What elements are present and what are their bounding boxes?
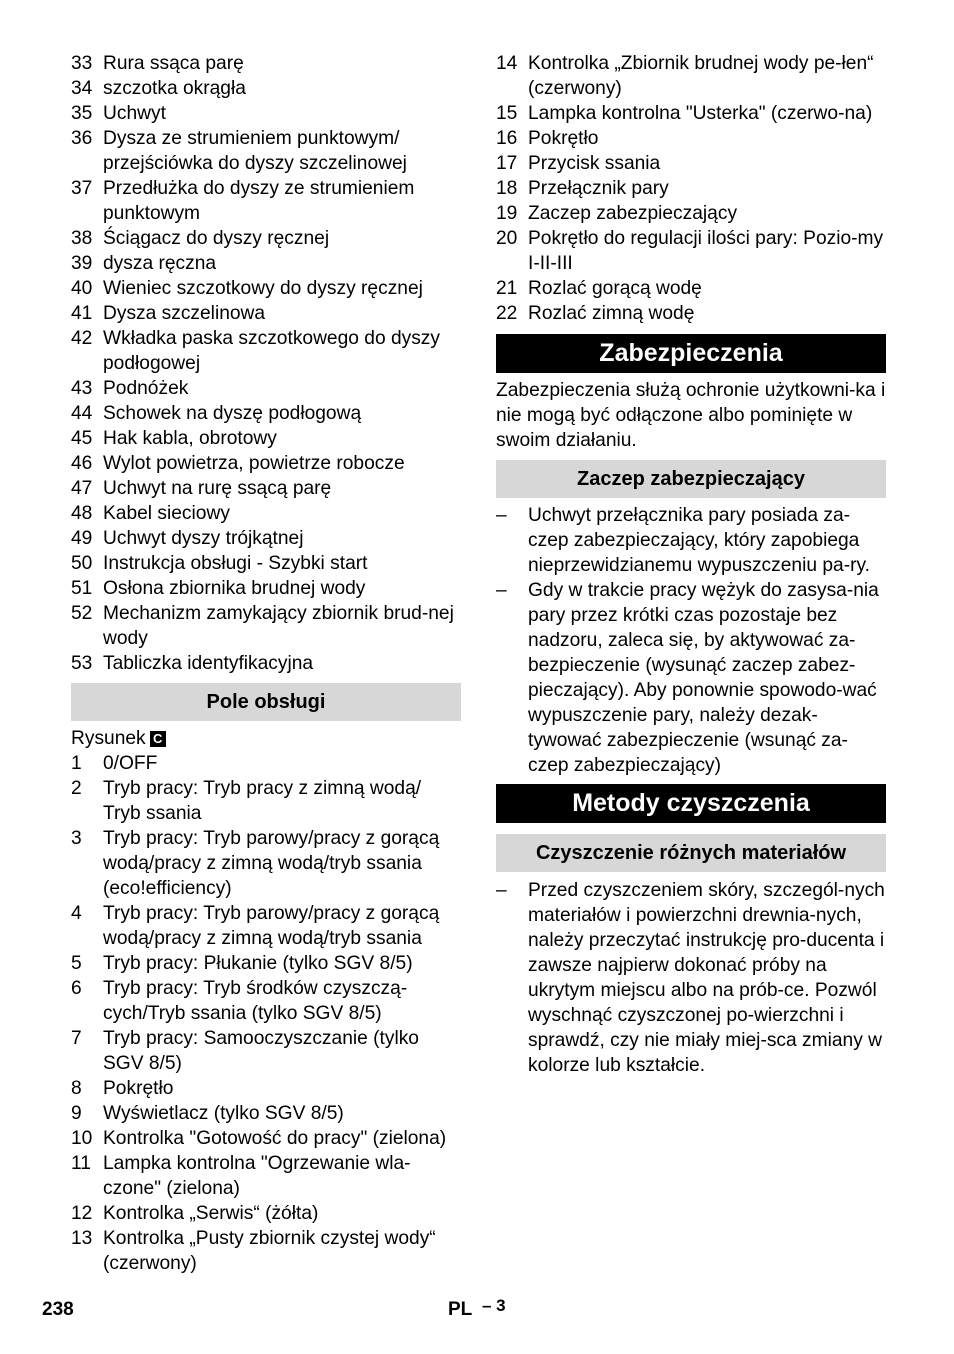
list-item bbox=[71, 776, 461, 826]
safety-bullet-list bbox=[496, 503, 886, 778]
item-text: Przełącznik pary bbox=[528, 178, 669, 199]
item-text: Instrukcja obsługi - Szybki start bbox=[103, 553, 368, 574]
item-text: Tryb pracy: Płukanie (tylko SGV 8/5) bbox=[103, 953, 413, 974]
subsection-heading-zaczep: Zaczep zabezpieczający bbox=[496, 460, 886, 498]
item-number: 13 bbox=[71, 1228, 93, 1249]
item-text: Pokrętło bbox=[103, 1078, 174, 1099]
item-text: Osłona zbiornika brudnej wody bbox=[103, 578, 366, 599]
item-text: Uchwyt dyszy trójkątnej bbox=[103, 528, 304, 549]
item-number: 48 bbox=[71, 503, 93, 524]
item-text: Ściągacz do dyszy ręcznej bbox=[103, 228, 330, 249]
item-text: Tryb pracy: Tryb pracy z zimną wodą/ Tryb ssania bbox=[103, 778, 422, 824]
list-item bbox=[71, 226, 461, 251]
item-text: Rozlać zimną wodę bbox=[528, 303, 695, 324]
item-number: 53 bbox=[71, 653, 93, 674]
figure-c-icon: C bbox=[150, 731, 166, 747]
item-number: 16 bbox=[496, 128, 518, 149]
list-item bbox=[71, 976, 461, 1026]
parts-list-left bbox=[71, 51, 461, 676]
item-number: 49 bbox=[71, 528, 93, 549]
list-item bbox=[71, 401, 461, 426]
item-text: Zaczep zabezpieczający bbox=[528, 203, 738, 224]
list-item bbox=[71, 1076, 461, 1101]
item-number: 33 bbox=[71, 53, 93, 74]
item-number: 10 bbox=[71, 1128, 93, 1149]
list-item bbox=[71, 951, 461, 976]
section-heading-zabezpieczenia: Zabezpieczenia bbox=[496, 334, 886, 373]
parts-list-right bbox=[496, 51, 886, 326]
item-text: Kontrolka "Gotowość do pracy" (zielona) bbox=[103, 1128, 447, 1149]
item-text: szczotka okrągła bbox=[103, 78, 246, 99]
item-number: 37 bbox=[71, 178, 93, 199]
list-item bbox=[496, 301, 886, 326]
item-number: 36 bbox=[71, 128, 93, 149]
item-number: 45 bbox=[71, 428, 93, 449]
item-number: 39 bbox=[71, 253, 93, 274]
bullet-text: Uchwyt przełącznika pary posiada za-czep zabezpieczający, który zapobiega nieprzewidzianemu wypuszczeniu pa-ry. bbox=[528, 505, 870, 576]
item-number: 4 bbox=[71, 903, 82, 924]
item-text: Kontrolka „Zbiornik brudnej wody pe-łen“ (czerwony) bbox=[528, 53, 874, 99]
list-item bbox=[496, 276, 886, 301]
item-text: Tryb pracy: Tryb środków czyszczą-cych/Tryb ssania (tylko SGV 8/5) bbox=[103, 978, 408, 1024]
list-item bbox=[71, 426, 461, 451]
item-number: 7 bbox=[71, 1028, 82, 1049]
item-text: Tabliczka identyfikacyjna bbox=[103, 653, 314, 674]
sub-page-number: – 3 bbox=[482, 1296, 506, 1315]
list-item bbox=[496, 226, 886, 276]
item-text: Dysza ze strumieniem punktowym/ przejściówka do dyszy szczelinowej bbox=[103, 128, 407, 174]
list-item bbox=[71, 826, 461, 901]
control-panel-list bbox=[71, 751, 461, 1276]
list-item bbox=[71, 651, 461, 676]
item-number: 34 bbox=[71, 78, 93, 99]
list-item bbox=[71, 1126, 461, 1151]
left-column bbox=[71, 51, 461, 1276]
item-text: Rura ssąca parę bbox=[103, 53, 244, 74]
list-item bbox=[71, 576, 461, 601]
item-text: Dysza szczelinowa bbox=[103, 303, 266, 324]
item-number: 14 bbox=[496, 53, 518, 74]
item-number: 47 bbox=[71, 478, 93, 499]
item-number: 11 bbox=[71, 1153, 91, 1174]
list-item bbox=[71, 101, 461, 126]
item-number: 46 bbox=[71, 453, 93, 474]
list-item bbox=[71, 126, 461, 176]
list-item bbox=[71, 601, 461, 651]
item-text: Schowek na dyszę podłogową bbox=[103, 403, 362, 424]
list-item bbox=[496, 151, 886, 176]
item-text: Tryb pracy: Tryb parowy/pracy z gorącą wodą/pracy z zimną wodą/tryb ssania bbox=[103, 903, 440, 949]
item-number: 51 bbox=[71, 578, 93, 599]
list-item bbox=[71, 76, 461, 101]
item-text: Hak kabla, obrotowy bbox=[103, 428, 277, 449]
item-number: 21 bbox=[496, 278, 518, 299]
list-item bbox=[71, 1101, 461, 1126]
cleaning-bullet-list bbox=[496, 878, 886, 1078]
dash-bullet-icon: – bbox=[496, 880, 507, 901]
bullet-text: Przed czyszczeniem skóry, szczegól-nych materiałów i powierzchni drewnia-nych, należy przeczytać instrukcję pro-ducenta i zawsze najpierw dokonać próby na ukrytym miejscu albo na prób-ce. Pozwól wyschnąć czyszczonej po-wierzchni i sprawdź, czy nie miały miej-sca zmiany w kolorze lub kształcie. bbox=[528, 880, 885, 1076]
item-number: 50 bbox=[71, 553, 93, 574]
list-item bbox=[71, 326, 461, 376]
item-text: Tryb pracy: Samooczyszczanie (tylko SGV 8/5) bbox=[103, 1028, 419, 1074]
figure-reference bbox=[71, 726, 461, 751]
item-number: 41 bbox=[71, 303, 93, 324]
bullet-item bbox=[496, 578, 886, 778]
item-number: 18 bbox=[496, 178, 518, 199]
safety-intro-paragraph: Zabezpieczenia służą ochronie użytkowni-ka i nie mogą być odłączone albo pominięte w swoim działaniu. bbox=[496, 380, 886, 451]
item-number: 15 bbox=[496, 103, 518, 124]
item-number: 52 bbox=[71, 603, 93, 624]
item-text: Przedłużka do dyszy ze strumieniem punktowym bbox=[103, 178, 415, 224]
item-text: Przycisk ssania bbox=[528, 153, 661, 174]
list-item bbox=[71, 476, 461, 501]
language-code: PL bbox=[448, 1299, 473, 1320]
list-item bbox=[496, 176, 886, 201]
list-item bbox=[71, 751, 461, 776]
item-number: 12 bbox=[71, 1203, 93, 1224]
item-text: Wylot powietrza, powietrze robocze bbox=[103, 453, 405, 474]
item-number: 5 bbox=[71, 953, 82, 974]
list-item bbox=[71, 176, 461, 226]
item-text: Wkładka paska szczotkowego do dyszy podłogowej bbox=[103, 328, 440, 374]
section-heading-pole-obslugi: Pole obsługi bbox=[71, 683, 461, 721]
list-item bbox=[71, 501, 461, 526]
list-item bbox=[71, 451, 461, 476]
item-text: Wieniec szczotkowy do dyszy ręcznej bbox=[103, 278, 423, 299]
item-text: Uchwyt na rurę ssącą parę bbox=[103, 478, 332, 499]
subsection-heading-czyszczenie: Czyszczenie różnych materiałów bbox=[496, 834, 886, 872]
item-number: 6 bbox=[71, 978, 82, 999]
item-number: 9 bbox=[71, 1103, 82, 1124]
item-number: 35 bbox=[71, 103, 93, 124]
list-item bbox=[71, 901, 461, 951]
item-text: Uchwyt bbox=[103, 103, 166, 124]
dash-bullet-icon: – bbox=[496, 580, 507, 601]
list-item bbox=[71, 51, 461, 76]
list-item bbox=[71, 1026, 461, 1076]
item-text: Wyświetlacz (tylko SGV 8/5) bbox=[103, 1103, 344, 1124]
list-item bbox=[496, 51, 886, 101]
item-number: 17 bbox=[496, 153, 518, 174]
item-number: 44 bbox=[71, 403, 93, 424]
dash-bullet-icon: – bbox=[496, 505, 507, 526]
item-number: 1 bbox=[71, 753, 82, 774]
item-number: 42 bbox=[71, 328, 93, 349]
bullet-item bbox=[496, 878, 886, 1078]
item-text: Tryb pracy: Tryb parowy/pracy z gorącą wodą/pracy z zimną wodą/tryb ssania (eco!efficiency) bbox=[103, 828, 440, 899]
list-item bbox=[71, 251, 461, 276]
item-number: 22 bbox=[496, 303, 518, 324]
item-text: Pokrętło bbox=[528, 128, 599, 149]
item-number: 2 bbox=[71, 778, 82, 799]
item-number: 8 bbox=[71, 1078, 82, 1099]
item-text: Kabel sieciowy bbox=[103, 503, 230, 524]
list-item bbox=[496, 126, 886, 151]
item-number: 3 bbox=[71, 828, 82, 849]
bullet-text: Gdy w trakcie pracy wężyk do zasysa-nia pary przez krótki czas pozostaje bez nadzoru, zaleca się, by aktywować za-bezpieczenie (wysunąć zaczep zabez-pieczający). Aby ponownie spowodo-wać wypuszczenie pary, należy dezak-tywować zabezpieczenie (wsunąć za-czep zabezpieczający) bbox=[528, 580, 879, 776]
bullet-item bbox=[496, 503, 886, 578]
list-item bbox=[496, 201, 886, 226]
section-heading-metody: Metody czyszczenia bbox=[496, 784, 886, 823]
item-text: Pokrętło do regulacji ilości pary: Pozio-my I-II-III bbox=[528, 228, 884, 274]
list-item bbox=[71, 551, 461, 576]
list-item bbox=[71, 301, 461, 326]
item-number: 38 bbox=[71, 228, 93, 249]
item-text: Rozlać gorącą wodę bbox=[528, 278, 702, 299]
list-item bbox=[71, 526, 461, 551]
list-item bbox=[71, 1151, 461, 1201]
item-text: Podnóżek bbox=[103, 378, 189, 399]
item-text: Kontrolka „Serwis“ (żółta) bbox=[103, 1203, 319, 1224]
list-item bbox=[71, 1226, 461, 1276]
item-text: dysza ręczna bbox=[103, 253, 217, 274]
list-item bbox=[71, 376, 461, 401]
list-item bbox=[496, 101, 886, 126]
item-text: Kontrolka „Pusty zbiornik czystej wody“ (czerwony) bbox=[103, 1228, 436, 1274]
item-number: 43 bbox=[71, 378, 93, 399]
item-number: 20 bbox=[496, 228, 518, 249]
item-text: Lampka kontrolna "Usterka" (czerwo-na) bbox=[528, 103, 873, 124]
item-text: Mechanizm zamykający zbiornik brud-nej wody bbox=[103, 603, 454, 649]
page-number: 238 bbox=[42, 1299, 74, 1320]
item-number: 19 bbox=[496, 203, 518, 224]
item-text: Lampka kontrolna "Ogrzewanie wla-czone" (zielona) bbox=[103, 1153, 411, 1199]
item-number: 40 bbox=[71, 278, 93, 299]
list-item bbox=[71, 276, 461, 301]
list-item bbox=[71, 1201, 461, 1226]
figure-label: Rysunek bbox=[71, 728, 146, 749]
item-text: 0/OFF bbox=[103, 753, 158, 774]
right-column bbox=[496, 51, 886, 1078]
